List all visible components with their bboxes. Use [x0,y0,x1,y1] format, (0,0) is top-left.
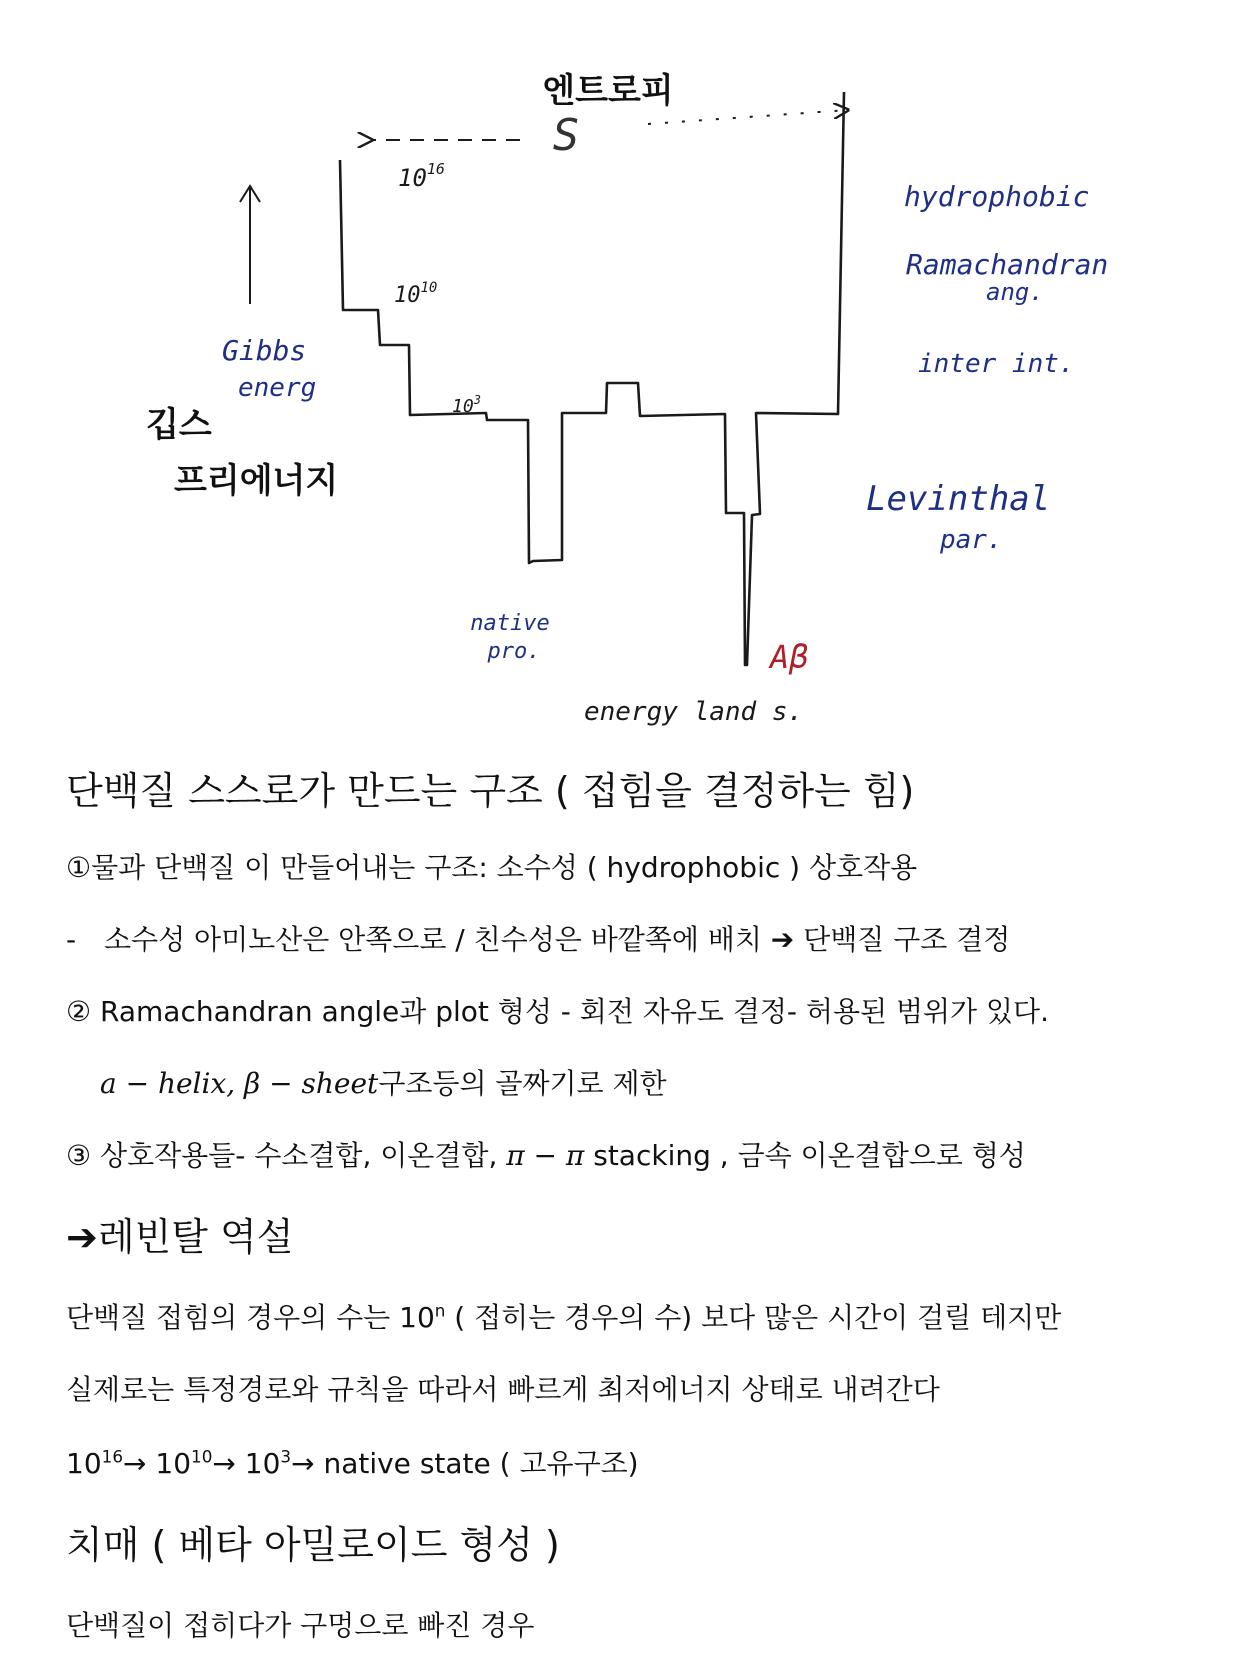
item-2-text: Ramachandran angle과 plot 형성 - 회전 자유도 결정- 허용된 범위가 있다. [100,995,1050,1028]
native-protein-label-line1: native [470,611,550,636]
levinthal-line-1 [66,1296,1061,1336]
native-protein-label-line2: pro. [487,639,541,664]
item-2 [66,990,1049,1030]
seq-step-3: $10^3\to$ [244,1446,324,1480]
seq-step-1: $10^{16}\to$ [66,1446,156,1480]
item-2-number: ② [66,995,92,1028]
note-levinthal-par: par. [940,525,1003,555]
note-hydrophobic: hydrophobic [904,180,1090,213]
levinthal-line-2: 실제로는 특정경로와 규칙을 따라서 빠르게 최저에너지 상태로 내려간다 [66,1373,940,1406]
item-1 [66,846,917,886]
item-1-number: ① [66,851,92,884]
gibbs-handwritten-line1: Gibbs [222,334,307,367]
heading-levinthal: ➔레빈탈 역설 [66,1215,294,1259]
item-2-detail-text: 구조등의 골짜기로 제한 [378,1067,667,1100]
item-1-text: 물과 단백질 이 만들어내는 구조: 소수성 ( hydrophobic ) 상호작용 [91,851,918,884]
gibbs-korean-line1: 깁스 [146,405,212,445]
levinthal-exponent: n [434,1300,446,1321]
heading-dementia: 치매 ( 베타 아밀로이드 형성 ) [66,1523,560,1567]
abeta-label: Aβ [770,638,809,676]
item-3-text-b: stacking , 금속 이온결합으로 형성 [584,1139,1026,1172]
levinthal-line-1-b: ( 접히는 경우의 수) 보다 많은 시간이 걸릴 테지만 [445,1301,1062,1334]
entropy-s-label: S [552,110,580,161]
item-3-math: π − π [506,1139,585,1172]
seq-end: native state ( 고유구조) [323,1447,639,1480]
item-2-detail [100,1062,667,1102]
item-1-detail-text: 소수성 아미노산은 안쪽으로 / 친수성은 바깥쪽에 배치 ➔ 단백질 구조 결정 [104,923,1011,956]
level-10-16-label: $10^{16}$ [398,160,445,192]
item-1-detail [66,918,1010,958]
heading-protein-structure: 단백질 스스로가 만드는 구조 ( 접힘을 결정하는 힘) [66,769,915,813]
gibbs-korean-line2: 프리에너지 [174,461,339,501]
item-3-text-a: 상호작용들- 수소결합, 이온결합, [100,1139,507,1172]
item-3 [66,1134,1026,1174]
note-inter-int: inter int. [918,349,1075,379]
seq-step-2: $10^{10}\to$ [155,1446,245,1480]
energy-landscape-figure [0,0,1260,740]
gibbs-handwritten-line2: energ [238,373,317,403]
dash-bullet: - [66,923,77,956]
entropy-label: 엔트로피 [542,71,674,111]
note-ramachandran: Ramachandran [906,248,1109,281]
level-10-3-label: $10^3$ [452,393,481,417]
note-levinthal: Levinthal [866,479,1051,519]
item-3-number: ③ [66,1139,92,1172]
level-10-10-label: $10^{10}$ [394,280,438,308]
dementia-line: 단백질이 접히다가 구멍으로 빠진 경우 [66,1609,535,1642]
levinthal-line-1-a: 단백질 접힘의 경우의 수는 10 [66,1301,435,1334]
entropy-arrow-right [648,110,848,124]
energy-landscape-label: energy land s. [584,697,804,727]
native-sequence [66,1442,639,1482]
note-ramachandran-ang: ang. [986,278,1044,306]
item-2-math: a − helix, β − sheet [100,1067,379,1100]
